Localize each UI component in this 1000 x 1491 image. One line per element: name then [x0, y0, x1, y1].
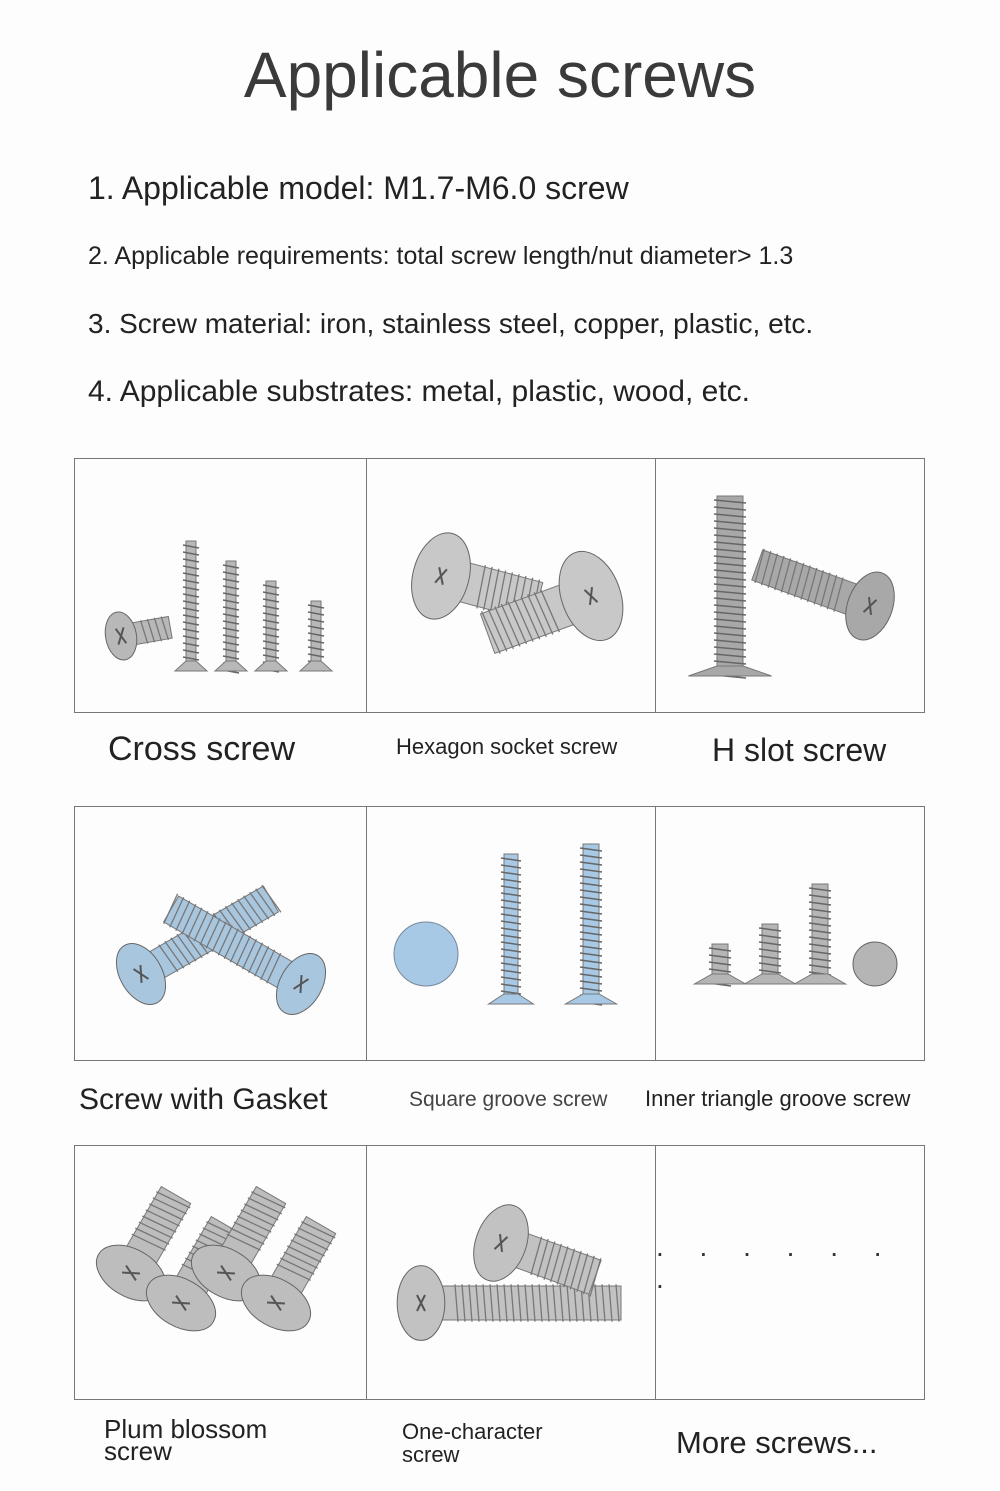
spec-model: 1. Applicable model: M1.7-M6.0 screw [88, 170, 629, 206]
screw-shape [101, 603, 174, 662]
inner-triangle-groove-screw-image [656, 807, 924, 1060]
screw-shape [300, 601, 332, 671]
spec-substrates: 4. Applicable substrates: metal, plastic, wood, etc. [88, 375, 751, 408]
square-groove-screw-image [367, 807, 656, 1060]
screw-head [394, 922, 458, 986]
label-inner-triangle-groove-screw: Inner triangle groove screw [645, 1086, 911, 1111]
label-more-screws: More screws... [676, 1425, 878, 1460]
cross-screw-image [75, 459, 367, 712]
more-screws-placeholder [656, 1146, 924, 1399]
screw-shape [472, 542, 635, 677]
screw-grid-row-1 [74, 458, 925, 713]
screw-shape [215, 561, 247, 673]
page-title: Applicable screws [243, 39, 757, 111]
screw-shape [745, 531, 903, 646]
screw-shape [694, 944, 745, 986]
screw-shape [175, 541, 207, 671]
screw-grid-row-2 [74, 806, 925, 1061]
label-screw-with-gasket: Screw with Gasket [79, 1083, 328, 1116]
screw-shape [489, 854, 534, 1004]
label-square-groove-screw: Square groove screw [409, 1088, 608, 1111]
screw-shape [794, 884, 845, 984]
screw-shape [688, 496, 771, 678]
plum-blossom-screw-image [75, 1146, 367, 1399]
label-plum-blossom-screw: Plum blossom screw [104, 1414, 268, 1467]
screw-shape [744, 924, 795, 984]
spec-material: 3. Screw material: iron, stainless steel, copper, plastic, etc. [88, 308, 814, 339]
h-slot-screw-image [656, 459, 924, 712]
screw-shape [255, 581, 287, 672]
screw-with-gasket-image [75, 807, 367, 1060]
ellipsis-dots: . . . . . . . [656, 1230, 896, 1294]
screw-grid-row-3 [74, 1145, 925, 1400]
hexagon-socket-screw-image [367, 459, 656, 712]
one-character-screw-image [367, 1146, 656, 1399]
label-h-slot-screw: H slot screw [712, 732, 887, 768]
screw-shape [565, 844, 616, 1005]
label-hexagon-socket-screw: Hexagon socket screw [396, 734, 618, 759]
label-cross-screw: Cross screw [108, 730, 296, 768]
screw-head [853, 942, 897, 986]
spec-requirements: 2. Applicable requirements: total screw length/nut diameter> 1.3 [88, 242, 794, 270]
label-one-character-screw: One-character screw [402, 1419, 543, 1468]
